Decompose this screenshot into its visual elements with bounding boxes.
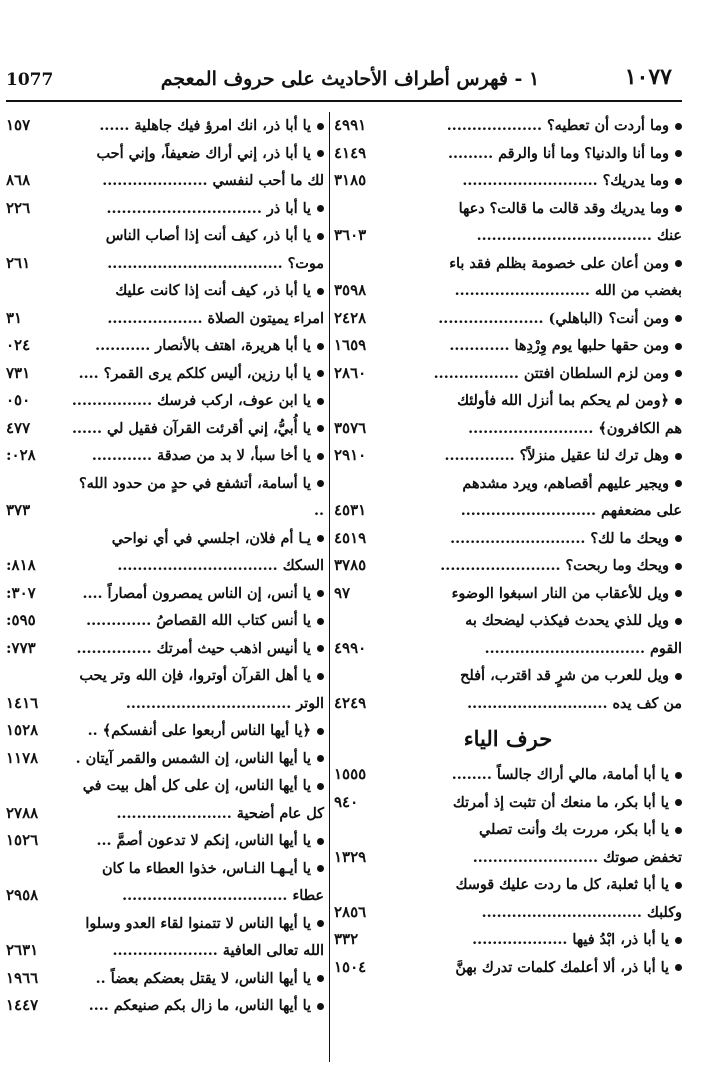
entry-text: وما أردت أن تعطيه؟ ................... xyxy=(446,117,669,134)
hadith-entry xyxy=(6,910,324,965)
entry-text: ويل للذي يحدث فيكذب ليضحك به xyxy=(465,612,669,629)
entry-text: ويجير عليهم أقصاهم، ويرد مشدهم xyxy=(462,474,669,492)
entry-text: ﴿ومن لم يحكم بما أنزل الله فأولئك xyxy=(457,392,669,409)
entry-text: ومن أعان على خصومة بظلم فقد باء xyxy=(449,254,669,272)
entry-text: عطاء ................................. xyxy=(122,887,324,904)
hadith-entry xyxy=(334,607,682,662)
hadith-number: ٤٩٩١ xyxy=(334,116,367,134)
bullet-icon xyxy=(317,398,324,405)
entry-line xyxy=(66,717,324,745)
entry-line xyxy=(394,360,682,388)
bullet-icon xyxy=(317,480,324,487)
left-column xyxy=(6,112,324,1020)
entry-line xyxy=(66,470,324,525)
bullet-icon xyxy=(675,205,682,212)
entry-text: يا أبا ذر، ألا أعلمك كلمات تدرك بهنَّ xyxy=(455,958,669,976)
entry-line xyxy=(66,195,324,223)
hadith-number: ٩٤٠ xyxy=(334,792,359,811)
entry-text: ﴿يا أيها الناس أربعوا على أنفسكم﴾ .. xyxy=(87,722,311,739)
hadith-number: ١٦٥٩ xyxy=(334,336,367,354)
entry-line xyxy=(394,442,682,470)
entry-text: كل عام أضحية ....................... xyxy=(116,804,324,822)
hadith-entry xyxy=(6,277,324,332)
hadith-entry xyxy=(6,415,324,443)
hadith-number: ٢٩٥٨ xyxy=(6,886,39,904)
bullet-icon xyxy=(675,937,682,944)
entry-text: موت؟ ................................... xyxy=(107,254,324,272)
hadith-entry xyxy=(6,195,324,223)
page-number-latin: 1077 xyxy=(6,70,54,90)
entry-text: يـا أم فلان، اجلسي في أي نواحي xyxy=(111,529,311,547)
entry-line xyxy=(66,140,324,168)
entry-text: القوم ................................ xyxy=(484,639,682,657)
hadith-entry xyxy=(334,195,682,250)
hadith-number: ٣٧٣ xyxy=(6,501,31,519)
hadith-number: ١٩٦٦ xyxy=(6,968,39,987)
page-title: ١ - فهرس أطراف الأحاديث على حروف المعجم xyxy=(160,68,540,90)
entry-text: من كف يده ............................ xyxy=(467,694,682,712)
hadith-number: ١٣٢٩ xyxy=(334,847,367,866)
bullet-icon xyxy=(317,1003,324,1010)
bullet-icon xyxy=(317,783,324,790)
bullet-icon xyxy=(675,480,682,487)
bullet-icon xyxy=(317,205,324,212)
entry-line xyxy=(394,332,682,360)
entry-text: الوتر ................................. xyxy=(125,694,324,712)
bullet-icon xyxy=(317,673,324,680)
entry-line xyxy=(66,167,324,195)
hadith-entry xyxy=(334,552,682,580)
hadith-number: ٢٦١ xyxy=(6,253,31,272)
entry-line xyxy=(66,882,324,910)
section-heading: حرف الياء xyxy=(463,726,553,751)
entry-line xyxy=(66,992,324,1020)
hadith-entry xyxy=(6,607,324,635)
hadith-entry xyxy=(334,871,682,926)
hadith-number: ١١٧٨ xyxy=(6,748,39,767)
hadith-number: ٤٥٣١ xyxy=(334,501,367,519)
entry-line xyxy=(66,250,324,278)
bullet-icon xyxy=(317,425,324,432)
entry-text: يا أخا سبأ، لا بد من صدقة ............ xyxy=(91,447,311,464)
entry-text: وما يدريك؟ ........................... xyxy=(462,172,669,189)
hadith-entry xyxy=(334,442,682,470)
bullet-icon xyxy=(675,343,682,350)
entry-line xyxy=(394,140,682,168)
hadith-number: ٤٧٧ xyxy=(6,418,31,437)
hadith-number: ٢٨٥٦ xyxy=(334,902,367,921)
hadith-entry xyxy=(334,470,682,525)
hadith-number: ٩٧ xyxy=(334,583,351,602)
entry-text: وكلبك ................................ xyxy=(481,903,682,921)
entry-line xyxy=(66,607,324,635)
hadith-entry xyxy=(6,772,324,827)
entry-line xyxy=(66,690,324,718)
hadith-entry xyxy=(6,470,324,525)
entry-text: السكك ................................ xyxy=(117,557,324,574)
entry-line xyxy=(394,580,682,608)
entry-line xyxy=(394,761,682,789)
hadith-entry xyxy=(334,816,682,871)
entry-text: وما أنا والدنيا؟ وما أنا والرقم ......... xyxy=(448,144,669,162)
hadith-entry xyxy=(6,387,324,415)
entry-text: يا أنيس اذهب حيث أمرتك ............... xyxy=(76,639,311,657)
hadith-entry xyxy=(6,442,324,470)
entry-text: يا أبا هريرة، اهتف بالأنصار ........... xyxy=(95,337,311,354)
entry-text: يا أُبيُّ، إني أقرئت القرآن فقيل لي ...... xyxy=(71,419,311,437)
bullet-icon xyxy=(317,535,324,542)
entry-line xyxy=(394,112,682,140)
hadith-entry xyxy=(6,140,324,195)
entry-line xyxy=(394,387,682,415)
hadith-number: ٢٩١٠ xyxy=(334,446,367,464)
entry-text: ومن حقها حلبها يوم وِرْدِها ............ xyxy=(449,337,669,354)
bullet-icon xyxy=(675,260,682,267)
bullet-icon xyxy=(317,233,324,240)
bullet-icon xyxy=(675,535,682,542)
entry-text: يا أنس كتاب الله القصاصُ ............. xyxy=(86,612,311,629)
entry-text: يا أيـهـا النـاس، خذوا العطاء ما كان xyxy=(101,859,311,877)
hadith-number: ١٥٧ xyxy=(6,116,31,134)
entry-line xyxy=(66,277,324,305)
bullet-icon xyxy=(317,453,324,460)
entry-line xyxy=(66,360,324,388)
entry-text: يا أيها الناس، إنكم لا تدعون أصمَّ ... xyxy=(96,832,311,849)
bullet-icon xyxy=(675,799,682,806)
hadith-entry xyxy=(334,112,682,140)
entry-line xyxy=(394,525,682,553)
hadith-entry xyxy=(334,662,682,717)
hadith-number: ٣١٨٥ xyxy=(334,171,367,189)
hadith-number: ٢٦٣١ xyxy=(6,941,39,959)
hadith-entry xyxy=(334,580,682,608)
entry-line xyxy=(66,965,324,993)
entry-line xyxy=(394,497,682,525)
entry-line xyxy=(66,525,324,553)
bullet-icon xyxy=(675,453,682,460)
bullet-icon xyxy=(675,398,682,405)
entry-line xyxy=(66,772,324,800)
hadith-entry xyxy=(334,360,682,388)
hadith-entry xyxy=(334,954,682,982)
hadith-entry xyxy=(6,717,324,745)
hadith-number: ٤٩٩٠ xyxy=(334,638,367,657)
hadith-entry xyxy=(6,855,324,910)
hadith-number: ٤١٤٩ xyxy=(334,143,367,162)
bullet-icon xyxy=(317,590,324,597)
entry-text: يا أبا ذر، انك امرؤ فيك جاهلية ...... xyxy=(99,117,311,134)
right-column xyxy=(334,112,682,981)
hadith-entry xyxy=(334,761,682,789)
bullet-icon xyxy=(317,618,324,625)
hadith-number: ٣٦٠٣ xyxy=(334,226,367,244)
entry-text: يا أبا ذر، إني أراك ضعيفاً، وإني أحب xyxy=(96,144,311,162)
hadith-number: ١٥٢٦ xyxy=(6,831,39,849)
bullet-icon xyxy=(675,590,682,597)
bullet-icon xyxy=(675,123,682,130)
entry-line xyxy=(394,662,682,690)
bullet-icon xyxy=(317,975,324,982)
entry-line xyxy=(66,580,324,608)
bullet-icon xyxy=(675,673,682,680)
entry-text: يا أنس، إن الناس يمصرون أمصاراً .... xyxy=(82,584,311,602)
hadith-entry xyxy=(6,662,324,717)
hadith-number: ٧٧٣: xyxy=(6,638,36,657)
entry-line xyxy=(394,305,682,333)
hadith-entry xyxy=(6,360,324,388)
entry-text: يا ابن عوف، اركب فرسك ................ xyxy=(71,392,311,409)
bullet-icon xyxy=(675,370,682,377)
entry-text: وهل ترك لنا عقيل منزلاً؟ .............. xyxy=(444,447,669,464)
hadith-entry xyxy=(6,827,324,855)
hadith-number: ٠٢٨: xyxy=(6,446,36,464)
hadith-number: ٢٤٢٨ xyxy=(334,308,367,327)
bullet-icon xyxy=(675,827,682,834)
entry-text: لك ما أحب لنفسي ..................... xyxy=(102,172,324,189)
entry-text: يا أيها الناس لا تتمنوا لقاء العدو وسلوا xyxy=(85,914,311,932)
hadith-number: ١٥٥٥ xyxy=(334,765,367,783)
entry-text: وما يدريك وقد قالت ما قالت؟ دعها xyxy=(458,199,669,217)
hadith-number: ٣٥٧٦ xyxy=(334,418,367,437)
bullet-icon xyxy=(675,882,682,889)
entry-line xyxy=(66,827,324,855)
hadith-entry xyxy=(6,965,324,993)
entry-text: يا أهل القرآن أوتروا، فإن الله وتر يحب xyxy=(79,667,311,684)
entry-line xyxy=(66,305,324,333)
hadith-number: ١٥٠٤ xyxy=(334,957,367,976)
entry-text: يا أبا ذر، كيف أنت إذا كانت عليك xyxy=(115,282,311,299)
entry-line xyxy=(66,937,324,965)
entry-line xyxy=(394,552,682,580)
hadith-number: ١٥٢٨ xyxy=(6,721,39,739)
bullet-icon xyxy=(675,772,682,779)
hadith-entry xyxy=(334,250,682,305)
bullet-icon xyxy=(317,343,324,350)
entry-line xyxy=(66,552,324,580)
entry-text: ومن أنت؟ (الباهلي) ..................... xyxy=(438,309,669,327)
entry-text: يا أبا أمامة، مالي أراك جالساً ........ xyxy=(451,766,669,783)
entry-line xyxy=(66,635,324,663)
entry-text: الله تعالى العافية ..................... xyxy=(112,942,324,959)
hadith-entry xyxy=(6,332,324,360)
entry-line xyxy=(394,222,682,250)
entry-text: يا أبا بكر، مررت بك وأنت تصلي xyxy=(479,821,669,838)
hadith-entry xyxy=(334,332,682,360)
entry-line xyxy=(66,222,324,250)
hadith-number: ٣٠٧: xyxy=(6,583,36,602)
hadith-entry xyxy=(334,387,682,442)
bullet-icon xyxy=(317,728,324,735)
entry-text: ويحك ما لك؟ ........................... xyxy=(450,529,669,547)
bullet-icon xyxy=(317,920,324,927)
entry-line xyxy=(394,607,682,635)
entry-line xyxy=(66,662,324,690)
hadith-number: ٧٣١ xyxy=(6,363,31,382)
entry-line xyxy=(66,855,324,883)
entry-text: يا أبا رزين، أليس كلكم يرى القمر؟ .... xyxy=(78,364,311,382)
hadith-entry xyxy=(334,525,682,553)
hadith-number: ٢٨٦٠ xyxy=(334,363,367,382)
entry-line xyxy=(394,167,682,195)
entry-line xyxy=(66,112,324,140)
entry-line xyxy=(66,442,324,470)
hadith-number: ٣٣٢ xyxy=(334,930,359,948)
page-number-arabic: ١٠٧٧ xyxy=(624,64,672,90)
entry-text: يا أيها الناس، ما زال بكم صنيعكم .... xyxy=(88,997,311,1014)
entry-text: امراء يميتون الصلاة ................... xyxy=(107,309,324,327)
entry-line xyxy=(394,899,682,927)
entry-line xyxy=(66,415,324,443)
hadith-number: ٤٢٤٩ xyxy=(334,693,367,712)
header-rule xyxy=(6,100,682,102)
entry-text: تخفض صوتك ......................... xyxy=(472,848,682,866)
hadith-entry xyxy=(334,789,682,817)
hadith-entry xyxy=(334,305,682,333)
entry-text: عنك ................................... xyxy=(476,227,682,244)
entry-text: يا أبا ذر، ابْدُ فيها ................... xyxy=(472,931,669,948)
entry-line xyxy=(394,844,682,872)
bullet-icon xyxy=(675,315,682,322)
entry-text: يا أسامة، أتشفع في حدٍ من حدود الله؟ .. xyxy=(78,474,324,519)
entry-text: ويل للأعقاب من النار اسبغوا الوضوء xyxy=(451,584,669,602)
hadith-number: ٢٢٦ xyxy=(6,198,31,217)
bullet-icon xyxy=(317,645,324,652)
hadith-entry xyxy=(6,222,324,277)
hadith-number: ٢٧٨٨ xyxy=(6,803,39,822)
hadith-entry xyxy=(334,926,682,954)
entry-line xyxy=(66,332,324,360)
entry-text: يا أبا ذر، كيف أنت إذا أصاب الناس xyxy=(105,227,311,244)
hadith-entry xyxy=(6,112,324,140)
hadith-number: ٤٥١٩ xyxy=(334,528,367,547)
hadith-number: ٣٥٩٨ xyxy=(334,281,367,299)
entry-line xyxy=(394,871,682,899)
entry-text: يا أيها الناس، لا يقتل بعضكم بعضاً .. xyxy=(95,969,311,987)
hadith-number: ١٤٤٧ xyxy=(6,996,39,1014)
entry-line xyxy=(394,470,682,498)
entry-line xyxy=(66,387,324,415)
bullet-icon xyxy=(675,563,682,570)
hadith-entry xyxy=(334,167,682,195)
entry-line xyxy=(66,910,324,938)
entry-text: يا أيها الناس، إن على كل أهل بيت في xyxy=(82,777,311,794)
hadith-entry xyxy=(6,525,324,580)
entry-text: ومن لزم السلطان افتتن ................. xyxy=(433,364,669,382)
bullet-icon xyxy=(317,838,324,845)
hadith-entry xyxy=(6,635,324,663)
entry-text: يا أبا ذر ............................... xyxy=(106,199,311,217)
bullet-icon xyxy=(675,178,682,185)
hadith-entry xyxy=(334,140,682,168)
bullet-icon xyxy=(317,370,324,377)
entry-line xyxy=(66,745,324,773)
hadith-number: ٥٩٥: xyxy=(6,611,36,629)
hadith-number: ٠٢٤ xyxy=(6,336,31,354)
entry-text: يا أبا بكر، ما منعك أن تثبت إذ أمرتك xyxy=(452,793,669,811)
entry-line xyxy=(394,277,682,305)
entry-text: على مضعفهم ........................... xyxy=(460,502,682,519)
entry-line xyxy=(394,635,682,663)
entry-line xyxy=(394,250,682,278)
entry-text: يا أبا ثعلبة، كل ما ردت عليك قوسك xyxy=(455,876,669,893)
entry-line xyxy=(394,195,682,223)
entry-text: بغضب من الله ........................... xyxy=(454,282,682,299)
entry-line xyxy=(394,926,682,954)
bullet-icon xyxy=(317,755,324,762)
hadith-entry xyxy=(6,745,324,773)
bullet-icon xyxy=(317,150,324,157)
hadith-number: ٨١٨: xyxy=(6,556,36,574)
hadith-entry xyxy=(6,580,324,608)
bullet-icon xyxy=(317,865,324,872)
entry-line xyxy=(394,415,682,443)
entry-line xyxy=(394,690,682,718)
bullet-icon xyxy=(317,288,324,295)
entry-line xyxy=(394,954,682,982)
entry-line xyxy=(66,800,324,828)
page-header xyxy=(0,58,708,98)
hadith-number: ٣٧٨٥ xyxy=(334,556,367,574)
entry-line xyxy=(394,816,682,844)
column-divider xyxy=(329,112,330,1062)
bullet-icon xyxy=(675,618,682,625)
entry-text: ويل للعرب من شرٍ قد اقترب، أفلح xyxy=(460,667,669,684)
hadith-number: ٣١ xyxy=(6,308,23,327)
entry-text: هم الكافرون﴾ ......................... xyxy=(468,419,682,437)
bullet-icon xyxy=(675,964,682,971)
entry-text: ويحك وما ربحت؟ ........................ xyxy=(440,557,669,574)
hadith-number: ٨٦٨ xyxy=(6,171,31,189)
hadith-number: ٠٥٠ xyxy=(6,391,31,409)
hadith-number: ١٤١٦ xyxy=(6,693,39,712)
bullet-icon xyxy=(675,150,682,157)
entry-line xyxy=(394,789,682,817)
entry-text: يا أيها الناس، إن الشمس والقمر آيتان . xyxy=(75,749,311,767)
bullet-icon xyxy=(317,123,324,130)
hadith-entry xyxy=(6,992,324,1020)
